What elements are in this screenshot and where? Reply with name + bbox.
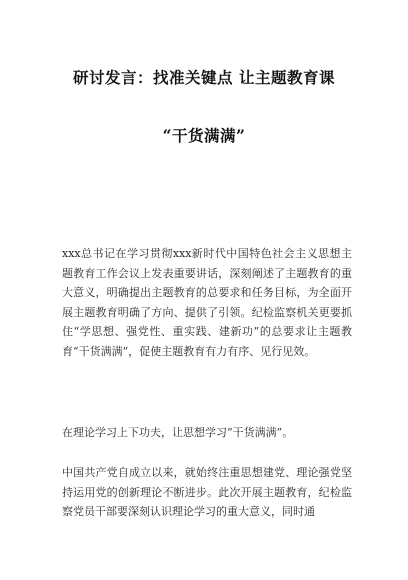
document-title-line-1: 研讨发言：找准关键点 让主题教育课 xyxy=(73,68,335,87)
document-title-line-2: “干货满满” xyxy=(162,126,246,145)
paragraph-intro: xxx总书记在学习贯彻xxx新时代中国特色社会主义思想主题教育工作会议上发表重要讲话，深刻阐述了主题教育的重大意义，明确提出主题教育的总要求和任务目标，为全面开展主题教育明确了方向、提供了引领。纪检监察机关更要抓住“学思想、强党性、重实践、建新功”的总要求让主题教育“干货满满”，促使主题教育有力有序、见行见效。 xyxy=(62,247,352,358)
paragraph-theory-heading: 在理论学习上下功夫，让思想学习“干货满满”。 xyxy=(62,426,294,439)
paragraph-party-history: 中国共产党自成立以来，就始终注重思想建党、理论强党坚持运用党的创新理论不断进步。此次开展主题教育，纪检监察党员干部要深刻认识理论学习的重大意义，同时通 xyxy=(62,466,352,519)
